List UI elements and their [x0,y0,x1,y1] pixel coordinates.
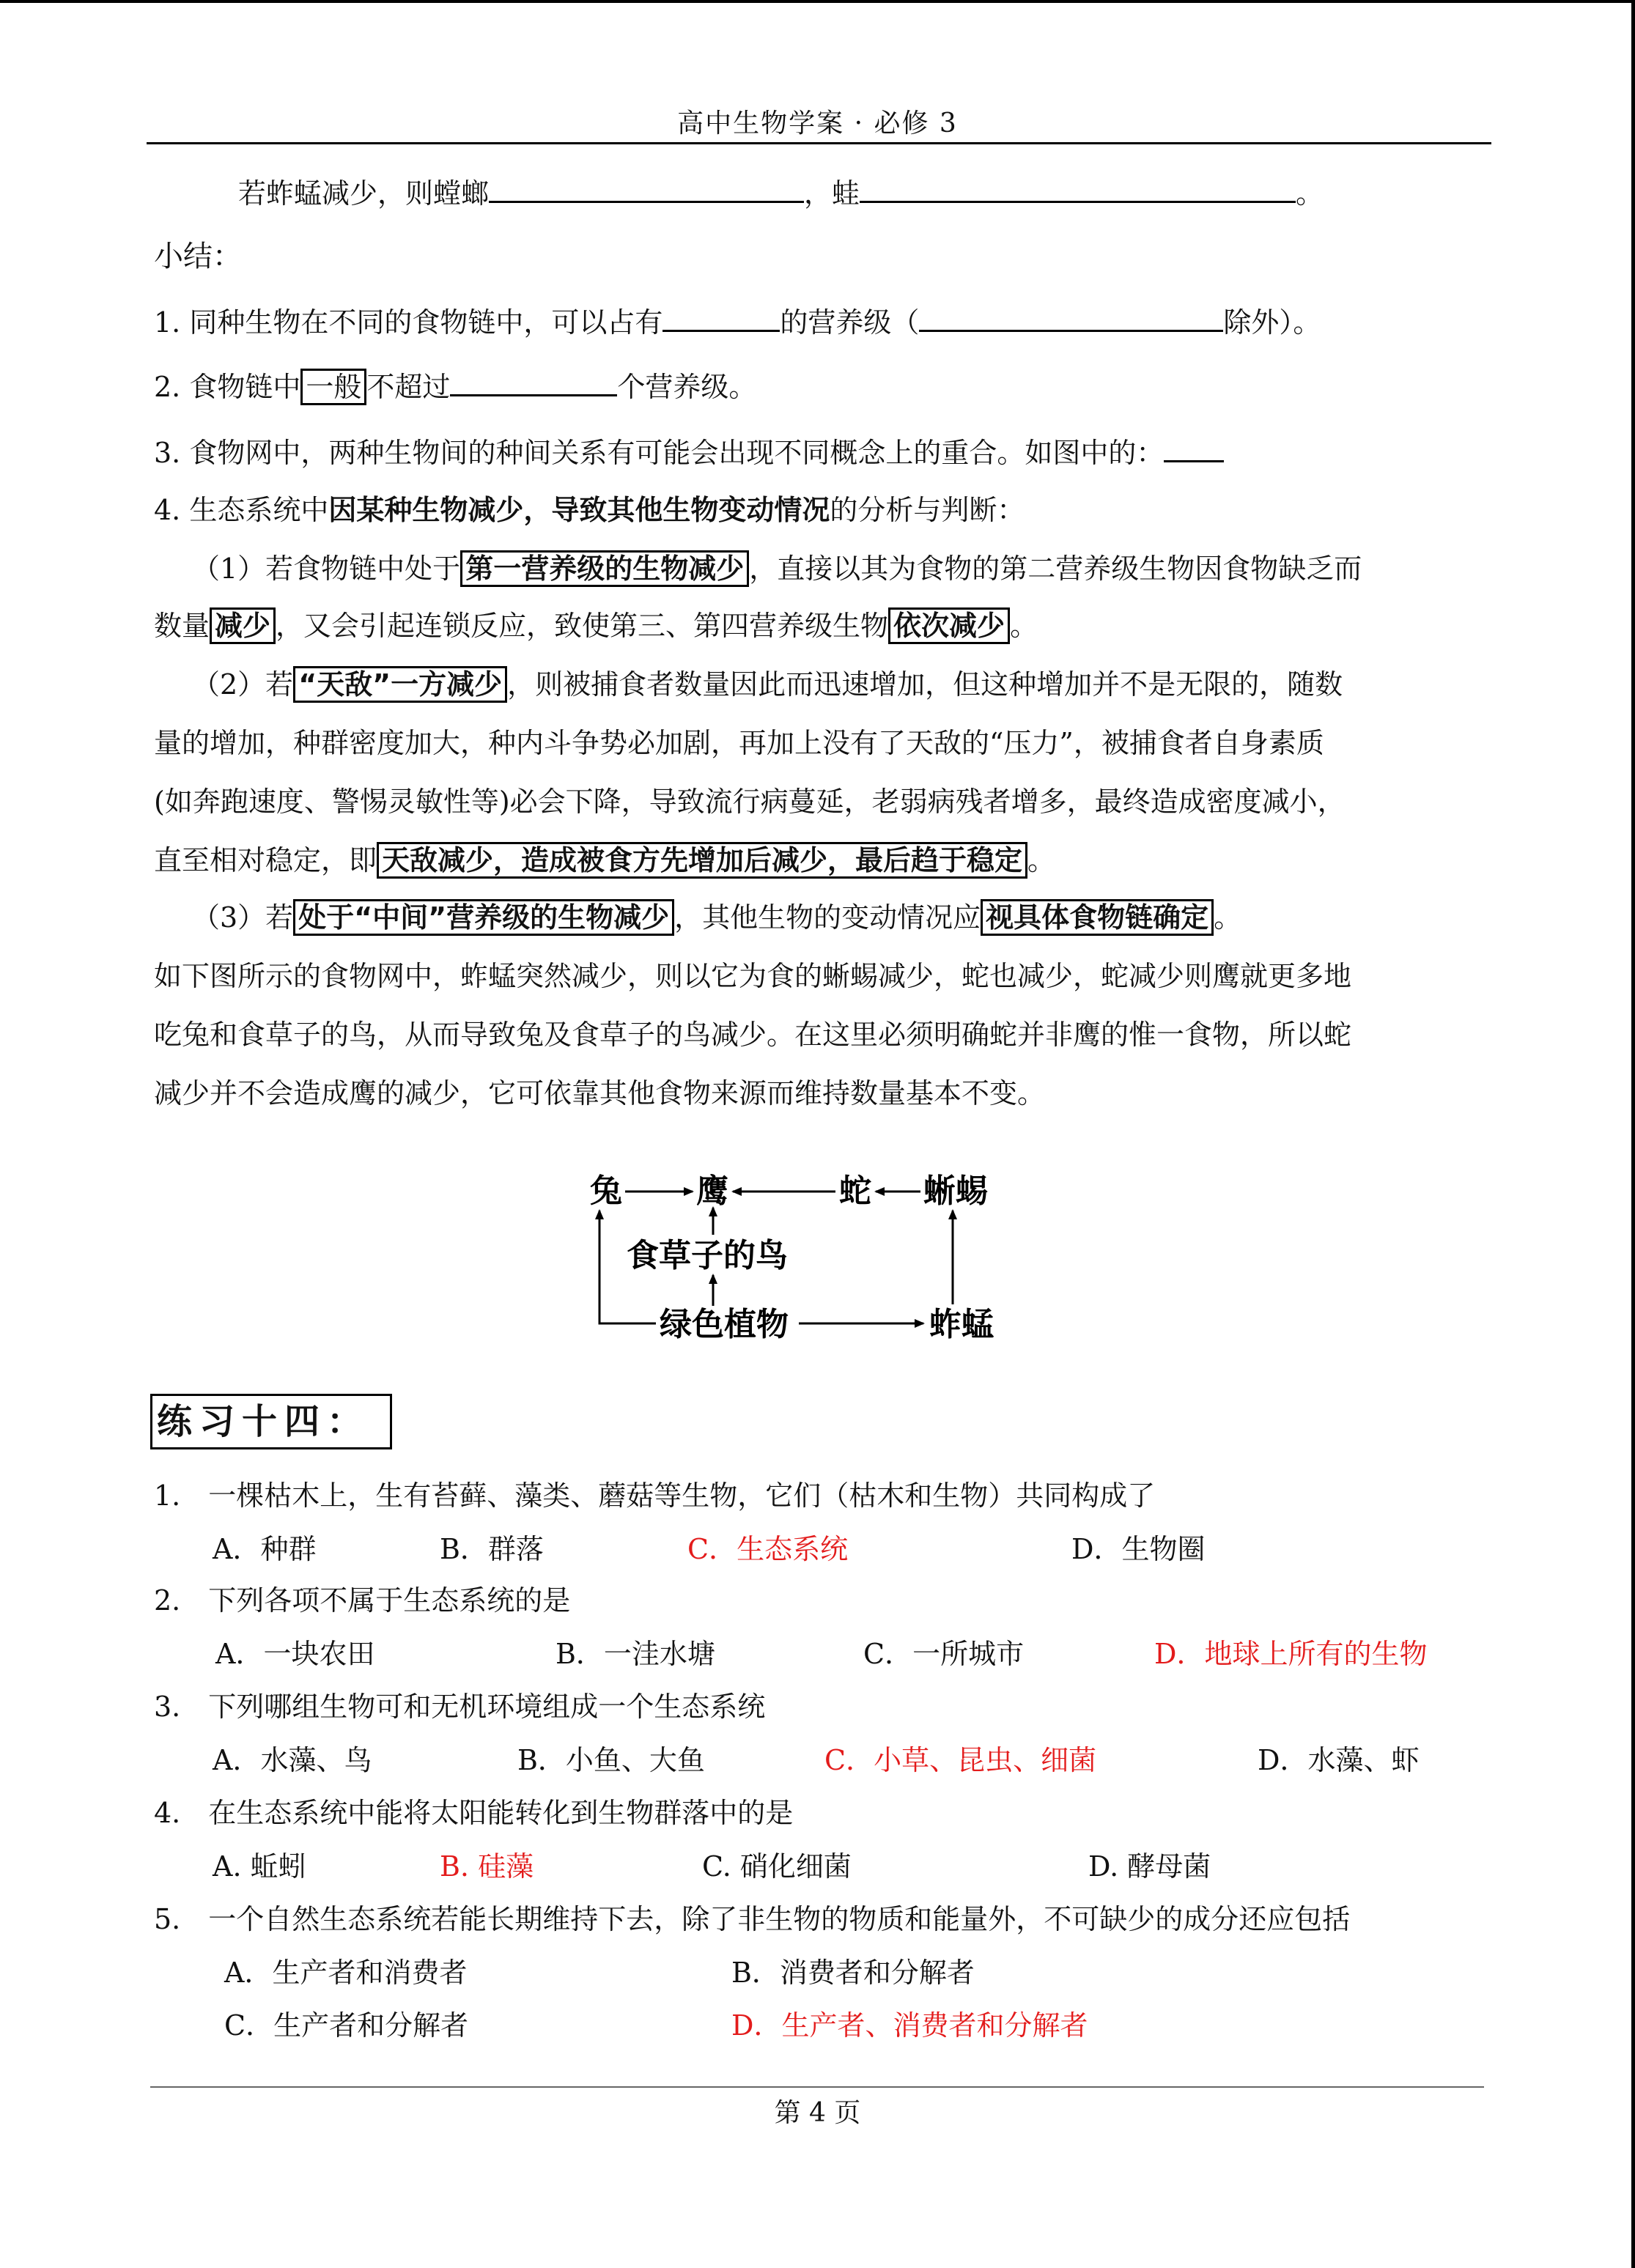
blank-levels[interactable] [663,302,780,332]
node-snake: 蛇 [839,1172,871,1210]
question-4-stem: 4. 在生态系统中能将太阳能转化到生物群落中的是 [154,1797,794,1829]
header-rule [147,142,1491,144]
para-4-line-2: 吃兔和食草子的鸟，从而导致兔及食草子的鸟减少。在这里必须明确蛇并非鹰的惟一食物，所以蛇 [154,1019,1352,1051]
intro-text-1: 若蚱蜢减少，则螳螂 [238,177,490,210]
para-2-line-3: (如奔跑速度、警惕灵敏性等)必会下降，导致流行病蔓延，老弱病残者增多，最终造成密度减小， [154,786,1346,818]
item1-text-c: 除外）。 [1223,306,1321,339]
blank-figure-example[interactable] [1164,432,1224,462]
q4-option-b-answer[interactable]: B. 硅藻 [440,1850,534,1883]
summary-item-1 [154,302,1321,340]
p1-box-successively: 依次减少 [888,607,1010,644]
question-3-stem: 3. 下列哪组生物可和无机环境组成一个生态系统 [154,1691,766,1723]
intro-text-2: ，蛙 [804,177,860,210]
p1-text-d: ，又会引起连锁反应，致使第三、第四营养级生物 [276,610,889,642]
para-4-line-1: 如下图所示的食物网中，蚱蜢突然减少，则以它为食的蜥蜴减少，蛇也减少，蛇减少则鹰就更多地 [154,960,1352,992]
summary-item-3 [154,432,1224,470]
summary-item-2 [154,366,756,405]
node-seed-bird: 食草子的鸟 [627,1237,788,1274]
p2-box-enemy: “天敌”一方减少 [293,666,507,703]
page-number: 第 4 页 [774,2098,861,2128]
item2-text-b: 不超过 [366,371,451,403]
p3-box-middle-level: 处于“中间”营养级的生物减少 [293,899,674,936]
node-green-plant: 绿色植物 [660,1306,789,1343]
p1-text-c: 数量 [154,610,210,642]
q1-option-c-answer[interactable]: C．生态系统 [687,1533,849,1565]
page-border-right [1631,0,1635,2268]
p2-text-f: 。 [1027,844,1056,876]
blank-frog[interactable] [860,173,1296,203]
q5-option-b[interactable]: B．消费者和分解者 [731,1957,975,1989]
q2-option-d-answer[interactable]: D．地球上所有的生物 [1154,1638,1428,1670]
item2-boxed-general: 一般 [300,369,366,405]
q1-option-b[interactable]: B．群落 [440,1533,544,1565]
para-2-line-1 [192,667,1343,702]
item1-text-b: 的营养级（ [780,306,920,339]
p3-box-specific: 视具体食物链确定 [981,899,1214,936]
blank-max-levels[interactable] [450,366,617,396]
footer-rule [150,2086,1484,2088]
p2-box-conclusion: 天敌减少，造成被食方先增加后减少，最后趋于稳定 [377,842,1027,879]
question-2-stem: 2. 下列各项不属于生态系统的是 [154,1584,571,1617]
node-rabbit: 兔 [590,1172,622,1210]
para-1-line-1 [192,551,1362,586]
q1-option-a[interactable]: A．种群 [213,1533,317,1565]
node-eagle: 鹰 [696,1172,728,1210]
food-web-diagram [579,1165,1033,1356]
blank-mantis[interactable] [489,173,804,203]
item2-text-c: 个营养级。 [617,371,757,403]
p1-box-first-level: 第一营养级的生物减少 [460,550,749,587]
node-lizard: 蜥蜴 [923,1172,988,1210]
question-1-stem: 1. 一棵枯木上，生有苔藓、藻类、蘑菇等生物，它们（枯木和生物）共同构成了 [154,1480,1156,1512]
p2-text-e: 直至相对稳定，即 [154,844,377,876]
p3-text-c: 。 [1214,901,1242,934]
para-1-line-2 [154,608,1038,643]
p2-text-b: ，则被捕食者数量因此而迅速增加，但这种增加并不是无限的，随数 [507,668,1343,701]
summary-item-4 [154,492,1025,528]
q4-option-d[interactable]: D. 酵母菌 [1088,1850,1211,1883]
q3-option-c-answer[interactable]: C．小草、昆虫、细菌 [824,1744,1097,1776]
page-border-top [0,0,1635,3]
q4-option-a[interactable]: A. 蚯蚓 [213,1850,306,1883]
q2-option-a[interactable]: A．一块农田 [215,1638,375,1670]
intro-text-3: 。 [1296,177,1324,210]
p1-text-e: 。 [1010,610,1038,642]
page-header: 高中生物学案 · 必修 3 [677,108,958,138]
q3-option-d[interactable]: D．水藻、虾 [1258,1744,1420,1776]
q1-option-d[interactable]: D．生物圈 [1071,1533,1206,1565]
q2-option-c[interactable]: C．一所城市 [863,1638,1025,1670]
intro-line [238,173,1324,211]
p1-text-a: （1）若食物链中处于 [192,553,461,585]
p1-box-decrease: 减少 [210,607,276,644]
blank-except[interactable] [919,302,1223,332]
q2-option-b[interactable]: B．一洼水塘 [556,1638,715,1670]
item3-text: 3. 食物网中，两种生物间的种间关系有可能会出现不同概念上的重合。如图中的： [154,437,1165,469]
item4-text-a: 4. 生态系统中 [154,494,329,526]
q5-option-c[interactable]: C．生产者和分解者 [224,2009,469,2042]
item4-text-b: 的分析与判断： [830,494,1025,526]
para-3-line [192,900,1241,935]
para-2-line-4 [154,843,1055,878]
exercise-title: 练习十四： [150,1394,392,1449]
para-2-line-2: 量的增加，种群密度加大，种内斗争势必加剧，再加上没有了天敌的“压力”，被捕食者自身素质 [154,727,1324,759]
q5-option-a[interactable]: A．生产者和消费者 [224,1957,468,1989]
summary-heading: 小结： [154,240,242,273]
p3-text-a: （3）若 [192,901,294,934]
p2-text-a: （2）若 [192,668,294,701]
q3-option-a[interactable]: A．水藻、鸟 [213,1744,372,1776]
question-5-stem: 5. 一个自然生态系统若能长期维持下去，除了非生物的物质和能量外，不可缺少的成分还应包括 [154,1903,1351,1935]
para-4-line-3: 减少并不会造成鹰的减少，它可依靠其他食物来源而维持数量基本不变。 [154,1077,1046,1109]
item2-text-a: 2. 食物链中 [154,371,301,403]
node-grasshopper: 蚱蜢 [929,1306,994,1343]
q4-option-c[interactable]: C. 硝化细菌 [702,1850,852,1883]
item1-text-a: 1. 同种生物在不同的食物链中，可以占有 [154,306,663,339]
item4-bold: 因某种生物减少，导致其他生物变动情况 [328,494,830,526]
q3-option-b[interactable]: B．小鱼、大鱼 [517,1744,705,1776]
q5-option-d-answer[interactable]: D．生产者、消费者和分解者 [731,2009,1088,2042]
p1-text-b: ，直接以其为食物的第二营养级生物因食物缺乏而 [749,553,1362,585]
p3-text-b: ，其他生物的变动情况应 [674,901,981,934]
